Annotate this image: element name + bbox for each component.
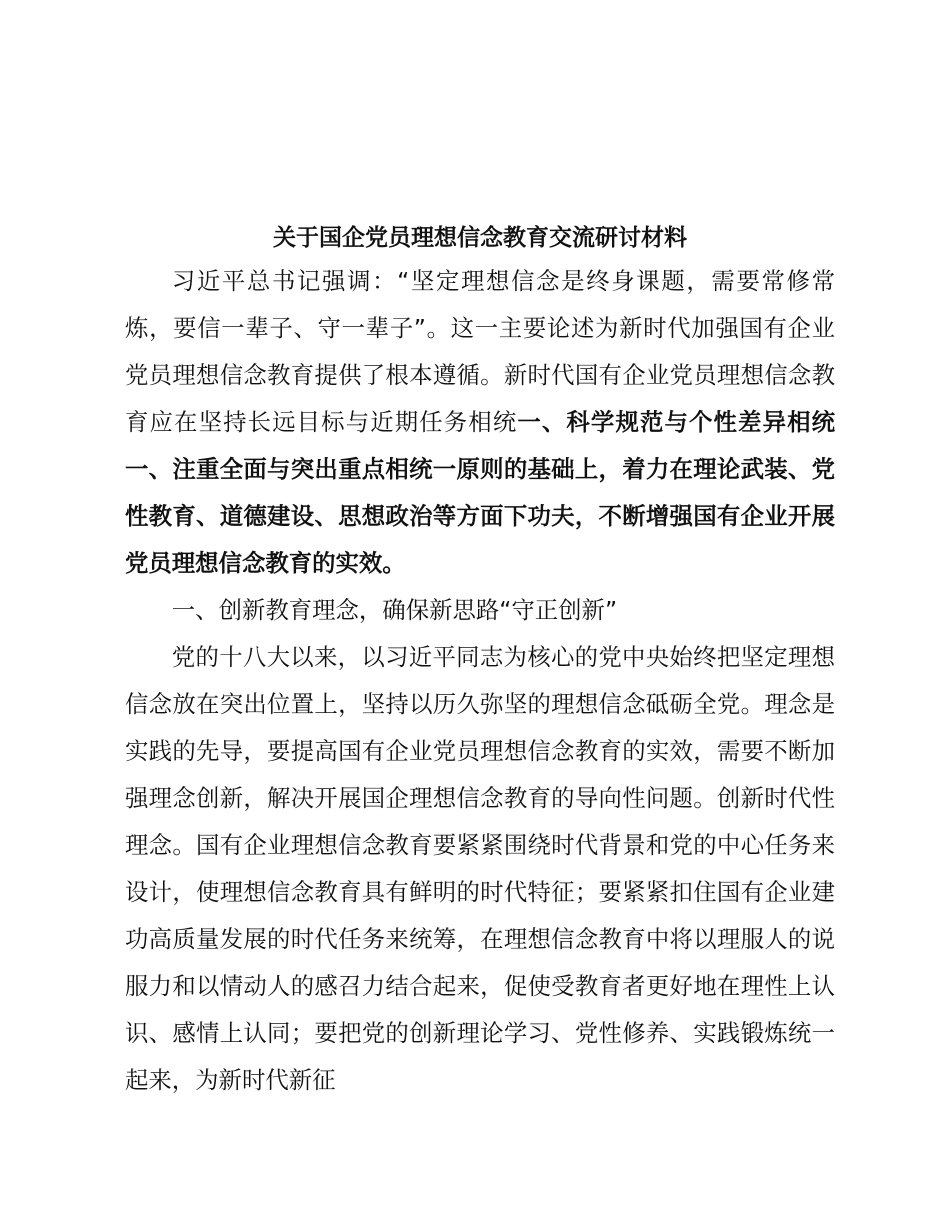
document-title: 关于国企党员理想信念教育交流研讨材料 (273, 224, 687, 251)
document-body (125, 258, 835, 1104)
intro-paragraph (125, 258, 835, 587)
intro-text: 习近平总书记强调：“坚定理想信念是终身课题，需要常修常炼，要信一辈子、守一辈子”。这一主要论述为新时代加强国有企业党员理想信念教育提供了根本遵循。新时代国有企业党员理想信念教育应在坚持长远目标与近期任务相统 (125, 267, 835, 436)
section-1-paragraph: 党的十八大以来，以习近平同志为核心的党中央始终把坚定理想信念放在突出位置上，坚持以历久弥坚的理想信念砥砺全党。理念是实践的先导，要提高国有企业党员理想信念教育的实效，需要不断加强理念创新，解决开展国企理想信念教育的导向性问题。创新时代性理念。国有企业理想信念教育要紧紧围绕时代背景和党的中心任务来设计，使理想信念教育具有鲜明的时代特征；要紧紧扣住国有企业建功高质量发展的时代任务来统筹，在理想信念教育中将以理服人的说服力和以情动人的感召力结合起来，促使受教育者更好地在理性上认识、感情上认同；要把党的创新理论学习、党性修养、实践锻炼统一起来，为新时代新征 (125, 643, 835, 1094)
intro-bold-text: 一、科学规范与个性差异相统一、注重全面与突出重点相统一原则的基础上，着力在理论武装、党性教育、道德建设、思想政治等方面下功夫，不断增强国有企业开展党员理想信念教育的实效。 (125, 408, 836, 577)
section-1-heading: 一、创新教育理念，确保新思路“守正创新” (171, 596, 618, 624)
